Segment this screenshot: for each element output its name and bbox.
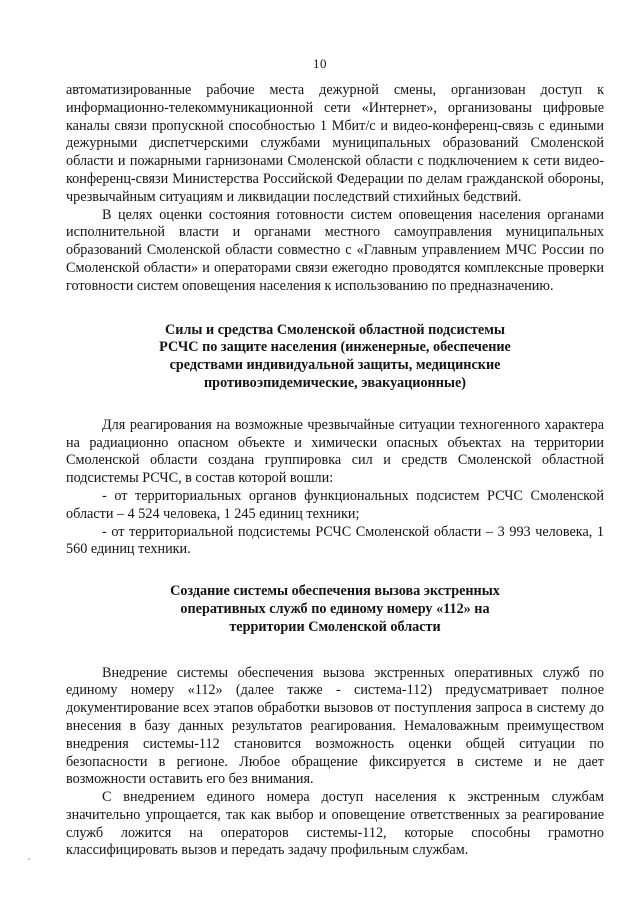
document-body (66, 82, 604, 860)
paragraph-grouping: Для реагирования на возможные чрезвычайные ситуации техногенного характера на радиационно опасном объекте и химически опасных объектах на территории Смоленской области создана группировка сил и средств Смоленской областной подсистемы РСЧС, в состав которой вошли: (66, 416, 604, 487)
page-number: 10 (313, 56, 327, 71)
paragraph-warning-checks: В целях оценки состояния готовности систем оповещения населения органами исполнительной власти и органами местного самоуправления муниципальных образований Смоленской области совместно с «Главным управлением МЧС России по Смоленской области» и операторами связи ежегодно проводятся комплексные проверки готовности систем оповещения населения к использованию по предназначению. (66, 206, 604, 294)
heading-line: оперативных служб по единому номеру «112» на (180, 600, 490, 617)
heading-line: средствами индивидуальной защиты, медицинские (169, 357, 501, 374)
heading-line: противоэпидемические, эвакуационные) (204, 374, 466, 391)
list-item-functional-subsystems: - от территориальных органов функциональных подсистем РСЧС Смоленской области – 4 524 человека, 1 245 единиц техники; (66, 487, 604, 522)
paragraph-communications: автоматизированные рабочие места дежурной смены, организован доступ к информационно-телекоммуникационной сети «Интернет», организованы цифровые каналы связи пропускной способностью 1 Мбит/с и видео-конференц-связь с едиными дежурными диспетчерскими службами муниципальных образований Смоленской области и пожарными гарнизонами Смоленской области с подключением к сети видео-конференц-связи Министерства Российской Федерации по делам гражданской обороны, чрезвычайным ситуациям и ликвидации последствий стихийных бедствий. (66, 82, 604, 205)
heading-line: территории Смоленской области (229, 618, 441, 635)
heading-system-112 (66, 583, 604, 636)
paragraph-single-number-access: С внедрением единого номера доступ населения к экстренным службам значительно упрощается, так как выбор и оповещение ответственных за реагирование служб ложится на операторов системы-112, которые способны грамотно классифицировать вызов и передать задачу профильным службам. (66, 789, 604, 859)
scan-speck (28, 858, 30, 860)
list-item-territorial-subsystem: - от территориальной подсистемы РСЧС Смоленской области – 3 993 человека, 1 560 единиц техники. (66, 523, 604, 558)
heading-line: РСЧС по защите населения (инженерные, обеспечение (159, 339, 511, 356)
heading-line: Создание системы обеспечения вызова экстренных (170, 583, 500, 600)
heading-line: Силы и средства Смоленской областной подсистемы (165, 321, 505, 338)
paragraph-system-112-introduction: Внедрение системы обеспечения вызова экстренных оперативных служб по единому номеру «112» (далее также - система-112) предусматривает полное документирование всех этапов обработки вызовов от поступления запроса в систему до внесения в базу данных результатов реагирования. Немаловажным преимуществом внедрения системы-112 становится возможность оценки общей ситуации по безопасности в регионе. Любое обращение фиксируется в системе и не дает возможности оставить его без внимания. (66, 664, 604, 788)
heading-forces-and-means (66, 322, 604, 393)
